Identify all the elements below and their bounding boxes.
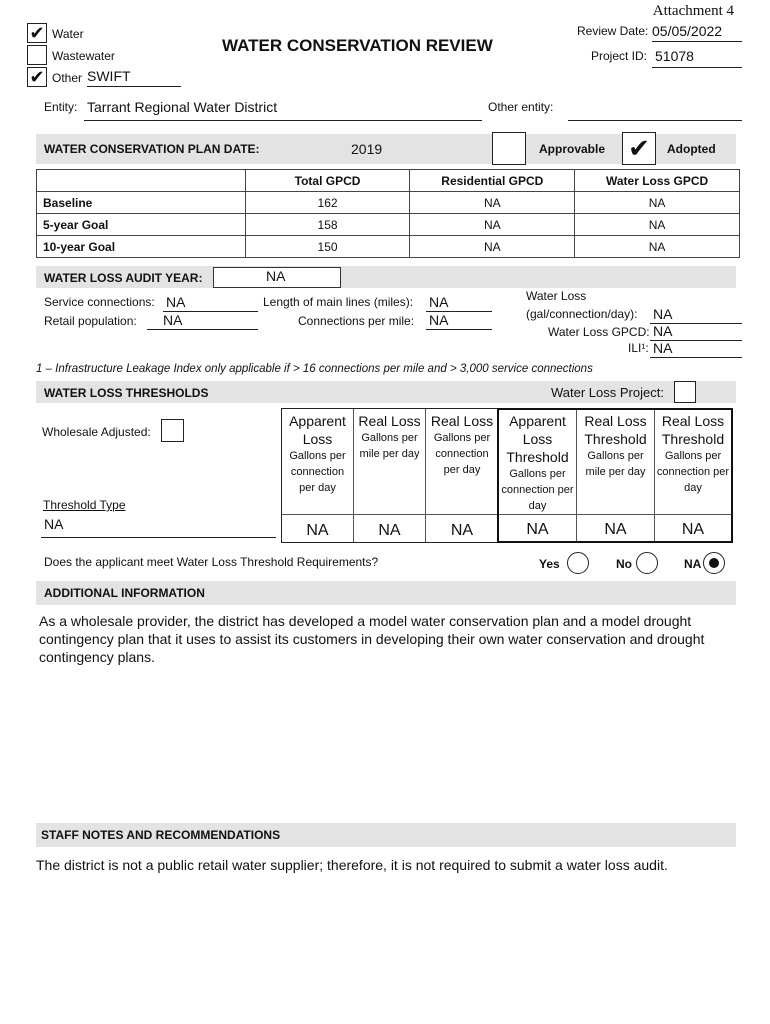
staff-title: STAFF NOTES AND RECOMMENDATIONS [41, 828, 281, 842]
column-heading: Real Loss [358, 413, 421, 429]
radio-selected-dot [709, 558, 719, 568]
ili-value: NA [653, 340, 673, 356]
gpcd-header-row [37, 170, 740, 192]
plan-date-value: 2019 [351, 141, 383, 157]
adopted-checkbox[interactable] [622, 132, 656, 165]
audit-year-field[interactable] [213, 267, 341, 288]
yes-label: Yes [539, 557, 560, 571]
table-cell: NA [410, 192, 575, 214]
row-label: 10-year Goal [37, 236, 246, 258]
na-radio[interactable] [703, 552, 725, 574]
column-heading: Apparent Loss Threshold [506, 413, 569, 465]
other-entity-field[interactable] [568, 99, 742, 121]
column-subheading: Gallons per mile per day [359, 432, 420, 460]
connections-per-mile-field[interactable] [426, 312, 492, 330]
column-subheading: Gallons per mile per day [585, 450, 646, 478]
retail-population-label: Retail population: [44, 314, 137, 328]
water-label: Water [52, 27, 84, 41]
real-loss-threshold-mile-value: NA [604, 521, 627, 538]
project-id-value: 51078 [655, 48, 694, 64]
review-date-label: Review Date: [577, 24, 649, 38]
column-heading: Real Loss [430, 413, 494, 429]
column-subheading: Gallons per connection per day [433, 432, 491, 476]
no-radio[interactable] [636, 552, 658, 574]
column-heading: Real Loss Threshold [661, 413, 725, 447]
real-loss-mile-value: NA [378, 522, 401, 539]
real-loss-threshold-connection-column [655, 410, 731, 541]
row-label: 5-year Goal [37, 214, 246, 236]
other-label: Other [52, 71, 83, 85]
additional-title: ADDITIONAL INFORMATION [44, 586, 205, 600]
water-checkbox[interactable] [27, 23, 47, 43]
water-loss-gpcd-label: Water Loss GPCD: [548, 325, 650, 339]
approvable-label: Approvable [539, 142, 606, 156]
water-loss-label-line2: (gal/connection/day): [526, 307, 638, 321]
main-lines-value: NA [429, 294, 449, 310]
table-row [37, 214, 740, 236]
plan-date-title: WATER CONSERVATION PLAN DATE: [44, 142, 260, 156]
entity-label: Entity: [44, 100, 78, 114]
apparent-loss-threshold-column [499, 410, 577, 541]
other-checkbox[interactable] [27, 67, 47, 87]
row-label: Baseline [37, 192, 246, 214]
staff-text: The district is not a public retail water supplier; therefore, it is not required to submit a water loss audit. [36, 857, 668, 873]
wastewater-checkbox[interactable] [27, 45, 47, 65]
na-label: NA [684, 557, 702, 571]
page-title: WATER CONSERVATION REVIEW [222, 36, 493, 55]
divider [499, 514, 731, 515]
main-lines-label: Length of main lines (miles): [263, 295, 414, 309]
adopted-check-icon: ✔ [628, 133, 650, 163]
additional-text: As a wholesale provider, the district has developed a model water conservation plan and a model drought contingency plan that it uses to assist its customers in developing their own water conservation and drought contingency plans. [39, 613, 705, 665]
gpcd-header: Residential GPCD [410, 170, 575, 192]
real-loss-threshold-mile-column [577, 410, 655, 541]
column-subheading: Gallons per connection per day [501, 468, 574, 512]
project-id-field[interactable] [652, 48, 742, 68]
threshold-type-value: NA [44, 516, 64, 532]
service-connections-field[interactable] [163, 294, 258, 312]
table-cell: 158 [245, 214, 410, 236]
apparent-loss-column [282, 409, 354, 542]
loss-values-box [281, 408, 497, 543]
water-loss-gpcd-value: NA [653, 323, 673, 339]
threshold-values-box [497, 408, 733, 543]
retail-population-field[interactable] [147, 312, 258, 330]
table-cell: NA [410, 214, 575, 236]
water-loss-label-line1: Water Loss [526, 289, 587, 303]
entity-value: Tarrant Regional Water District [87, 99, 278, 115]
yes-radio[interactable] [567, 552, 589, 574]
audit-title: WATER LOSS AUDIT YEAR: [44, 271, 203, 285]
adopted-label: Adopted [667, 142, 716, 156]
table-cell: 150 [245, 236, 410, 258]
real-loss-connection-value: NA [450, 522, 474, 539]
real-loss-connection-column [426, 409, 498, 542]
ili-field[interactable] [650, 340, 742, 358]
threshold-question: Does the applicant meet Water Loss Threshold Requirements? [44, 555, 379, 569]
wastewater-label: Wastewater [52, 49, 115, 63]
approvable-checkbox[interactable] [492, 132, 526, 165]
ili-label: ILI¹: [628, 341, 649, 355]
other-type-value: SWIFT [87, 68, 131, 84]
water-loss-gpcd-field[interactable] [650, 323, 742, 341]
table-cell: NA [575, 236, 740, 258]
other-type-field[interactable] [87, 68, 181, 87]
table-cell: 162 [245, 192, 410, 214]
connections-per-mile-label: Connections per mile: [298, 314, 415, 328]
table-row [37, 236, 740, 258]
divider [281, 514, 497, 515]
review-date-field[interactable] [652, 23, 742, 42]
gpcd-header: Water Loss GPCD [575, 170, 740, 192]
project-id-label: Project ID: [591, 49, 648, 63]
other-check-icon: ✔ [29, 67, 45, 87]
column-subheading: Gallons per connection per day [289, 450, 346, 494]
table-cell: NA [575, 192, 740, 214]
entity-field[interactable] [84, 99, 482, 121]
column-subheading: Gallons per connection per day [656, 450, 730, 494]
water-loss-project-label: Water Loss Project: [551, 385, 664, 400]
ili-footnote: 1 – Infrastructure Leakage Index only applicable if > 16 connections per mile and > 3,000 service connections [36, 363, 593, 375]
water-loss-value: NA [653, 306, 673, 322]
service-connections-value: NA [166, 294, 186, 310]
audit-year-value: NA [266, 268, 286, 284]
retail-population-value: NA [163, 312, 183, 328]
table-row [37, 192, 740, 214]
water-loss-project-checkbox[interactable] [674, 381, 696, 403]
table-cell: NA [410, 236, 575, 258]
gpcd-header: Total GPCD [245, 170, 410, 192]
other-entity-label: Other entity: [488, 100, 554, 114]
column-heading: Real Loss Threshold [584, 413, 647, 447]
real-loss-threshold-connection-value: NA [681, 521, 705, 538]
water-loss-field[interactable] [650, 306, 742, 324]
no-label: No [616, 557, 632, 571]
water-check-icon: ✔ [29, 23, 45, 43]
apparent-loss-value: NA [306, 522, 329, 539]
table-cell: NA [575, 214, 740, 236]
real-loss-mile-column [354, 409, 426, 542]
thresholds-title: WATER LOSS THRESHOLDS [44, 386, 209, 400]
connections-per-mile-value: NA [429, 312, 449, 328]
attachment-label: Attachment 4 [652, 3, 734, 19]
gpcd-table [36, 169, 740, 258]
main-lines-field[interactable] [426, 294, 492, 312]
gpcd-corner [37, 170, 246, 192]
review-date-value: 05/05/2022 [652, 23, 723, 39]
service-connections-label: Service connections: [44, 295, 155, 309]
apparent-loss-threshold-value: NA [526, 521, 549, 538]
wholesale-adjusted-label: Wholesale Adjusted: [42, 425, 151, 439]
wholesale-adjusted-checkbox[interactable] [161, 419, 184, 442]
threshold-type-label: Threshold Type [43, 498, 126, 512]
column-heading: Apparent Loss [289, 413, 346, 447]
threshold-type-field[interactable] [41, 516, 276, 538]
